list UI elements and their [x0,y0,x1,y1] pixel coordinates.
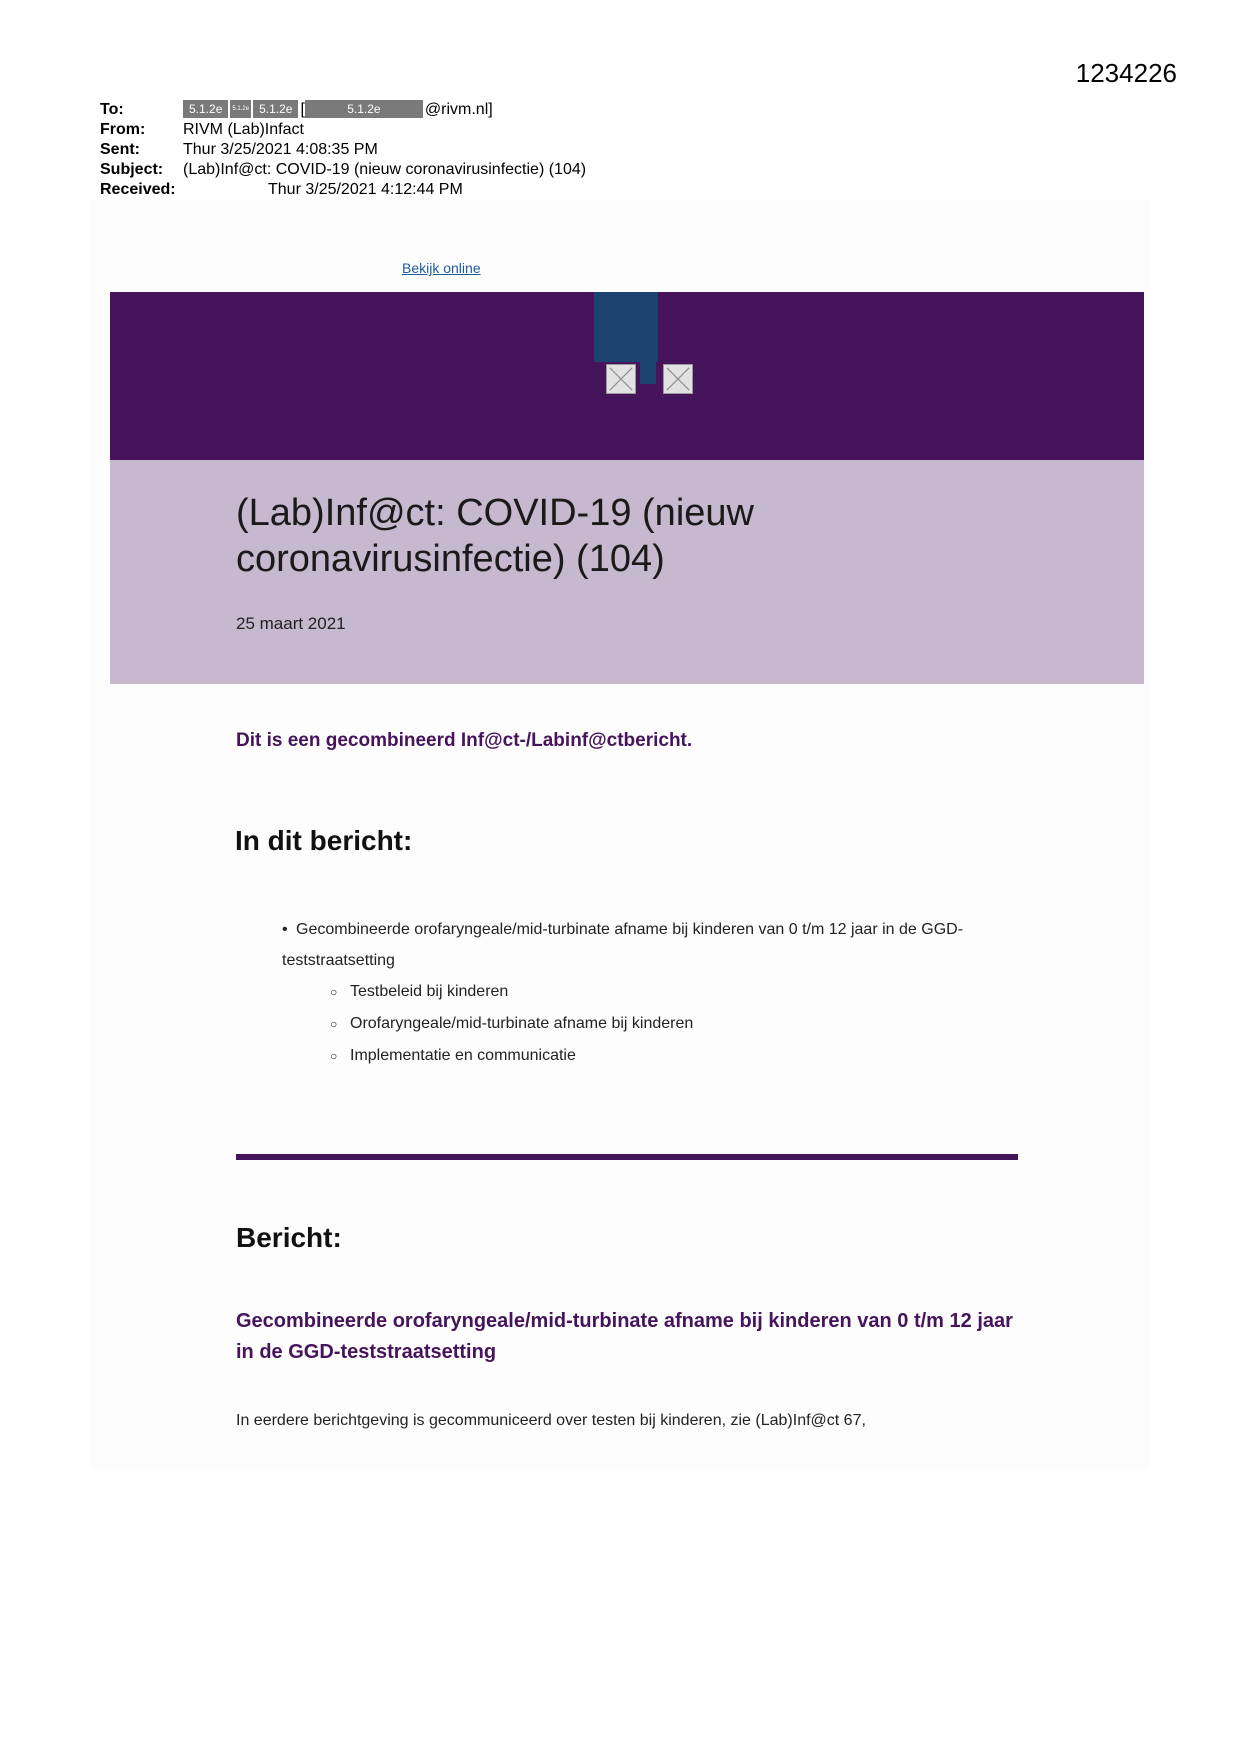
header-banner [110,292,1144,460]
to-bracket: [ [300,101,305,118]
subject-label: Subject: [100,161,164,178]
redaction-box: 5.1.2e [253,100,298,118]
table-of-contents [282,914,1022,1072]
section-divider [236,1154,1018,1160]
received-label: Received: [100,181,176,198]
from-label: From: [100,121,146,138]
newsletter-title: (Lab)Inf@ct: COVID-19 (nieuw coronavirusinfectie) (104) [236,492,754,580]
to-value [183,100,493,120]
redaction-box: 5.1.2e [305,100,423,118]
broken-image-icon [606,364,636,394]
received-value: Thur 3/25/2021 4:12:44 PM [268,181,463,198]
title-box [110,460,1144,684]
view-online-link[interactable]: Bekijk online [402,260,481,276]
circle-bullet-icon: ○ [330,1049,338,1063]
toc-subitem[interactable] [282,976,1022,1008]
circle-bullet-icon: ○ [330,985,338,999]
toc-subitem-label: Orofaryngeale/mid-turbinate afname bij kinderen [350,1015,694,1032]
redaction-box: 5.1.2e [230,100,251,118]
subject-value: (Lab)Inf@ct: COVID-19 (nieuw coronavirusinfectie) (104) [183,161,587,178]
sent-value: Thur 3/25/2021 4:08:35 PM [183,141,378,158]
body-paragraph: In eerdere berichtgeving is gecommuniceerd over testen bij kinderen, zie (Lab)Inf@ct 67, [236,1412,866,1429]
toc-subitem-label: Testbeleid bij kinderen [350,983,509,1000]
toc-item-label: Gecombineerde orofaryngeale/mid-turbinate afname bij kinderen van 0 t/m 12 jaar in de GGD-teststraatsetting [282,921,964,969]
to-label: To: [100,101,124,118]
toc-subitem[interactable] [282,1008,1022,1040]
bullet-icon: • [282,921,288,938]
in-this-message-heading: In dit bericht: [235,825,413,856]
toc-subitem[interactable] [282,1040,1022,1072]
sent-label: Sent: [100,141,140,158]
document-number: 1234226 [1075,58,1177,88]
to-email-suffix: @rivm.nl] [424,101,493,118]
toc-item[interactable] [282,914,1022,976]
broken-image-icon [663,364,693,394]
from-value: RIVM (Lab)Infact [183,121,304,138]
message-heading: Bericht: [236,1222,342,1253]
intro-text: Dit is een gecombineerd Inf@ct-/Labinf@ctbericht. [236,730,693,751]
redaction-box: 5.1.2e [183,100,228,118]
section-title: Gecombineerde orofaryngeale/mid-turbinate afname bij kinderen van 0 t/m 12 jaar in de GGD-teststraatsetting [236,1310,1013,1363]
newsletter-date: 25 maart 2021 [236,614,346,633]
circle-bullet-icon: ○ [330,1017,338,1031]
toc-subitem-label: Implementatie en communicatie [350,1047,576,1064]
logo-bar [640,352,656,384]
